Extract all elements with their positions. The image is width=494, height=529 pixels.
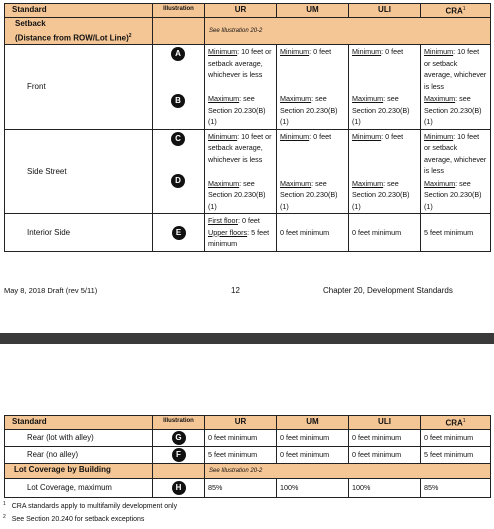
- lot-coverage-uli: 100%: [349, 478, 421, 497]
- section-setback-row: [5, 17, 491, 45]
- footnote-1-num: 1: [3, 501, 6, 507]
- side-street-cra-min-label: Minimum: [424, 131, 454, 141]
- table-row-rear-no-alley: [5, 446, 491, 463]
- badge-g-icon: G: [172, 431, 186, 445]
- header-cra-sup: 1: [462, 6, 466, 12]
- front-um: [277, 45, 349, 130]
- side-street-cra-min: [424, 131, 487, 178]
- section-setback-ill: [153, 17, 205, 45]
- front-uli-min: [352, 46, 417, 93]
- bottom-header-cra-sup: 1: [462, 418, 466, 424]
- front-cra-min: [424, 46, 487, 93]
- lot-coverage-illustration-note: See Illustration 20-2: [205, 463, 491, 478]
- footer-page-number: 12: [231, 286, 240, 295]
- lot-coverage-section-ill: [153, 463, 205, 478]
- table-header-row: [5, 4, 491, 18]
- section-setback-title: [5, 17, 153, 45]
- section-lot-coverage-row: [5, 463, 491, 478]
- front-ur-min-label: Minimum: [208, 47, 238, 57]
- front-ur-max-text: : see Section 20.230(B)(1): [208, 94, 266, 127]
- side-street-um-max: [280, 178, 345, 213]
- side-street-uli-max-label: Maximum: [352, 178, 384, 188]
- badge-f-icon: F: [172, 448, 186, 462]
- front-uli: [349, 45, 421, 130]
- front-ur-min: [208, 46, 273, 93]
- rear-no-alley-label: Rear (no alley): [5, 446, 153, 463]
- front-uli-max: [352, 93, 417, 128]
- badge-b-icon: B: [171, 94, 185, 108]
- side-street-ur-max-label: Maximum: [208, 178, 240, 188]
- side-street-cra-max-label: Maximum: [424, 178, 456, 188]
- footer-chapter: Chapter 20, Development Standards: [323, 286, 453, 295]
- front-ur-max-label: Maximum: [208, 94, 240, 104]
- setback-title-line2-wrap: [15, 30, 152, 45]
- lot-coverage-section-title: Lot Coverage by Building: [5, 463, 153, 478]
- lot-coverage-cra: 85%: [421, 478, 491, 497]
- bottom-header-row: [5, 416, 491, 430]
- front-cra-max: [424, 93, 487, 128]
- front-um-max-text: : see Section 20.230(B)(1): [280, 94, 338, 127]
- front-illustration: [153, 45, 205, 130]
- front-uli-min-text: : 0 feet: [381, 47, 404, 57]
- rear-alley-cra: 0 feet minimum: [421, 429, 491, 446]
- rear-no-alley-cra: 5 feet minimum: [421, 446, 491, 463]
- interior-side-label: Interior Side: [5, 214, 153, 252]
- front-cra-min-text: : 10 feet or setback average, whichever is less: [424, 47, 487, 91]
- interior-side-um: 0 feet minimum: [277, 214, 349, 252]
- side-street-uli-min-text: : 0 feet: [381, 131, 404, 141]
- badge-a-icon: A: [171, 47, 185, 61]
- header-cra-label: CRA: [445, 6, 463, 16]
- rear-no-alley-illustration: [153, 446, 205, 463]
- front-label: Front: [5, 45, 153, 130]
- lot-coverage-illustration: [153, 478, 205, 497]
- header-standard: Standard: [5, 4, 153, 18]
- side-street-uli-min: [352, 131, 417, 178]
- badge-h-icon: H: [172, 481, 186, 495]
- front-um-min-label: Minimum: [280, 47, 310, 57]
- side-street-uli-max-text: : see Section 20.230(B)(1): [352, 178, 410, 211]
- footnote-2: [3, 514, 144, 523]
- rear-alley-uli: 0 feet minimum: [349, 429, 421, 446]
- table-row-front: [5, 45, 491, 130]
- badge-d-icon: D: [171, 174, 185, 188]
- footnote-1-text: CRA standards apply to multifamily development only: [11, 503, 178, 511]
- front-uli-max-label: Maximum: [352, 94, 384, 104]
- footnote-1: [3, 501, 177, 510]
- rear-alley-illustration: [153, 429, 205, 446]
- rear-alley-label: Rear (lot with alley): [5, 429, 153, 446]
- rear-alley-um: 0 feet minimum: [277, 429, 349, 446]
- front-um-min-text: : 0 feet: [309, 47, 332, 57]
- interior-side-cra: 5 feet minimum: [421, 214, 491, 252]
- rear-no-alley-uli: 0 feet minimum: [349, 446, 421, 463]
- interior-side-illustration: [153, 214, 205, 252]
- side-street-uli-max: [352, 178, 417, 213]
- side-street-um-max-text: : see Section 20.230(B)(1): [280, 178, 338, 211]
- side-street-uli-min-label: Minimum: [352, 131, 382, 141]
- bottom-header-uli: ULI: [349, 416, 421, 430]
- bottom-header-um: UM: [277, 416, 349, 430]
- footnote-2-text: See Section 20.240 for setback exceptions: [11, 516, 145, 524]
- rear-no-alley-um: 0 feet minimum: [277, 446, 349, 463]
- side-street-cra-min-text: : 10 feet or setback average, whichever is less: [424, 131, 487, 176]
- table-row-lot-coverage: [5, 478, 491, 497]
- setback-table-bottom: [4, 415, 491, 498]
- side-street-um-min-label: Minimum: [280, 131, 310, 141]
- header-illustration: Illustration: [153, 4, 205, 18]
- footnote-2-num: 2: [3, 514, 6, 520]
- side-street-cra-max: [424, 178, 487, 213]
- badge-e-icon: E: [172, 226, 186, 240]
- side-street-um-min: [280, 131, 345, 178]
- front-um-min: [280, 46, 345, 93]
- side-street-ur-min-text: : 10 feet or setback average, whichever is less: [208, 131, 272, 164]
- lot-coverage-label: Lot Coverage, maximum: [5, 478, 153, 497]
- front-cra: [421, 45, 491, 130]
- side-street-ur: [205, 129, 277, 214]
- side-street-ur-max: [208, 178, 273, 213]
- front-uli-min-label: Minimum: [352, 47, 382, 57]
- front-uli-max-text: : see Section 20.230(B)(1): [352, 94, 410, 127]
- interior-side-ur-first: [208, 215, 273, 227]
- side-street-um: [277, 129, 349, 214]
- header-um: UM: [277, 4, 349, 18]
- front-ur-min-text: : 10 feet or setback average, whichever is less: [208, 47, 272, 80]
- page-footer: [0, 286, 494, 300]
- side-street-cra: [421, 129, 491, 214]
- bottom-header-ur: UR: [205, 416, 277, 430]
- side-street-illustration: [153, 129, 205, 214]
- setback-illustration-note: See Illustration 20-2: [205, 17, 491, 45]
- table-row-side-street: [5, 129, 491, 214]
- front-um-max-label: Maximum: [280, 94, 312, 104]
- lot-coverage-ur: 85%: [205, 478, 277, 497]
- bottom-header-illustration: Illustration: [153, 416, 205, 430]
- interior-side-ur-upper-text: : 5 feet minimum: [208, 227, 270, 249]
- lot-coverage-um: 100%: [277, 478, 349, 497]
- setback-title-line2: (Distance from ROW/Lot Line): [15, 33, 129, 43]
- side-street-ur-min: [208, 131, 273, 178]
- interior-side-ur-first-text: : 0 feet: [237, 216, 260, 226]
- header-uli: ULI: [349, 4, 421, 18]
- header-ur: UR: [205, 4, 277, 18]
- table-row-rear-alley: [5, 429, 491, 446]
- header-cra: [421, 4, 491, 18]
- rear-no-alley-ur: 5 feet minimum: [205, 446, 277, 463]
- badge-c-icon: C: [171, 132, 185, 146]
- page-break-divider: [0, 333, 494, 344]
- bottom-header-cra-label: CRA: [445, 418, 463, 428]
- front-ur: [205, 45, 277, 130]
- side-street-um-max-label: Maximum: [280, 178, 312, 188]
- side-street-um-min-text: : 0 feet: [309, 131, 332, 141]
- front-um-max: [280, 93, 345, 128]
- side-street-ur-min-label: Minimum: [208, 131, 238, 141]
- bottom-header-standard: Standard: [5, 416, 153, 430]
- setback-title-sup: 2: [128, 32, 132, 39]
- front-cra-min-label: Minimum: [424, 47, 454, 57]
- interior-side-uli: 0 feet minimum: [349, 214, 421, 252]
- bottom-header-cra: [421, 416, 491, 430]
- rear-alley-ur: 0 feet minimum: [205, 429, 277, 446]
- front-cra-max-label: Maximum: [424, 94, 456, 104]
- table-row-interior-side: [5, 214, 491, 252]
- side-street-ur-max-text: : see Section 20.230(B)(1): [208, 178, 266, 211]
- setback-table-top: [4, 3, 491, 252]
- setback-title-line1: Setback: [15, 18, 46, 28]
- interior-side-ur-first-label: First floor: [208, 216, 238, 226]
- interior-side-ur-upper-label: Upper floors: [208, 227, 248, 237]
- side-street-cra-max-text: : see Section 20.230(B)(1): [424, 178, 482, 211]
- footer-date: May 8, 2018 Draft (rev 5/11): [4, 286, 98, 295]
- side-street-label: Side Street: [5, 129, 153, 214]
- interior-side-ur: [205, 214, 277, 252]
- interior-side-ur-upper: [208, 227, 273, 250]
- front-ur-max: [208, 93, 273, 128]
- front-cra-max-text: : see Section 20.230(B)(1): [424, 94, 482, 127]
- side-street-uli: [349, 129, 421, 214]
